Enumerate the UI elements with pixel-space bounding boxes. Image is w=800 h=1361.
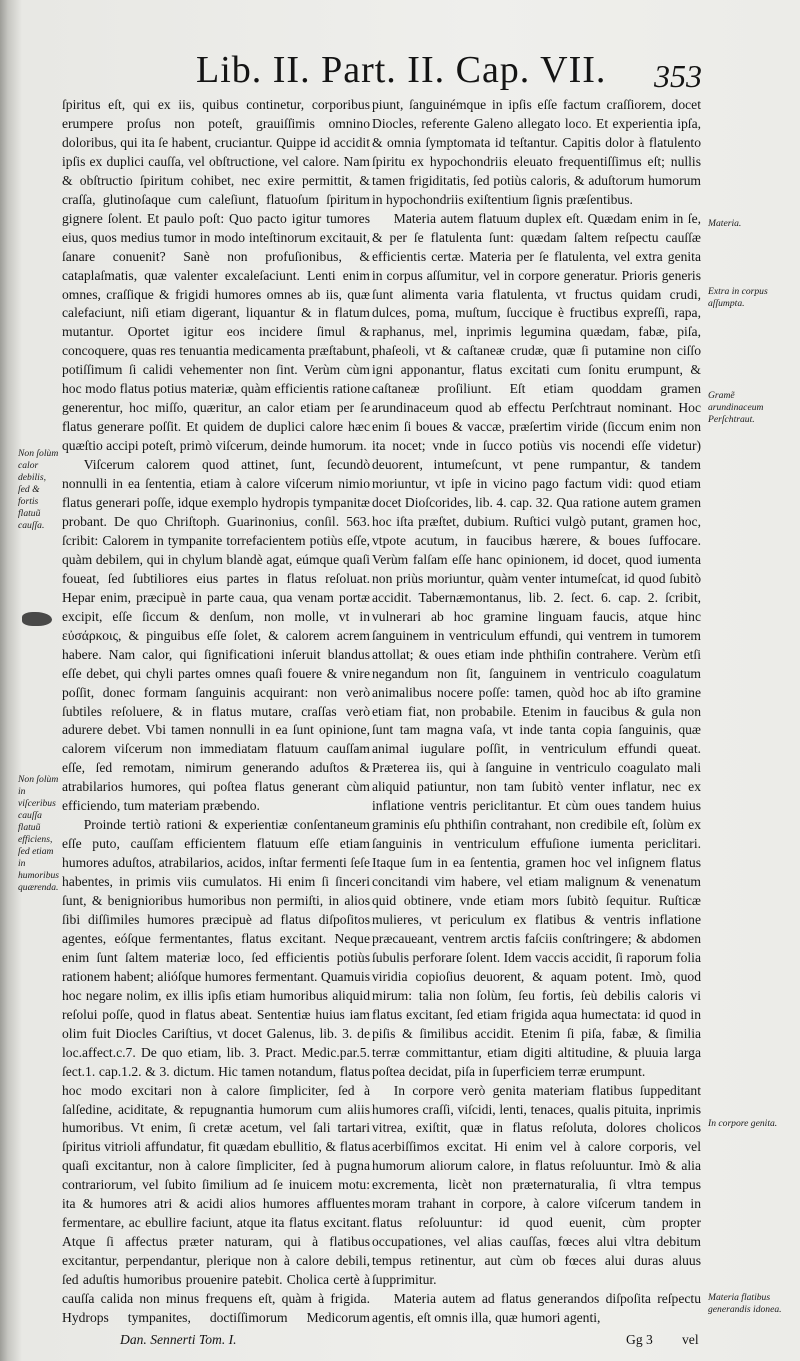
paragraph: Materia autem ad flatus generandos diſpoſita reſpectu agentis, eſt omnis illa, quæ humori agenti,	[372, 1291, 701, 1325]
ink-blot	[22, 612, 52, 626]
paragraph: ſpiritus eſt, qui ex iis, quibus continetur, corporibus erumpere proſus non poteſt, grauiſſimis omnino doloribus, qui ita ſe habent, cruciantur. Quippe id accidit ipſis ex duplici cauſſa, vel obſtructione, vel calore. Nam & obſtructio ſpiritum cohibet, nec exire permittit, & craſſa, glutinoſaque cum caleſiunt, flatuoſum ſpiritum gignere ſolent. Et paulo poſt: Quo pacto igitur tumores eius, quos medius tumor in modo inteſtinorum excitauit, ſanare conuenit? Sanè non profuſionibus, & cataplaſmatis, quæ valenter excaleſaciunt. Lenti enim omnes, craſſique & frigidi humores omnes ab iis, quæ calefaciunt, niſi etiam digerant, liquantur & in flatum mutantur. Oportet igitur eos incidere ſimul & concoquere, quas res tenuantia medicamenta præſtabunt, potiſſimum ſi calidi vehementer non ſint. Verùm cùm hoc modo flatus potius materiæ, quàm efficientis ratione generentur, hoc miſſo, quæritur, an calor etiam per ſe flatus generare poſſit. Et quidem de duplici calore hæc quæſtio accipi poteſt, primò viſcerum, deinde humorum.	[62, 97, 370, 454]
right-margin-note: Materia flatibus generandis idonea.	[708, 1292, 782, 1315]
right-column-text	[372, 96, 701, 1328]
signature-mark: Gg 3	[626, 1332, 653, 1347]
left-text-column	[62, 96, 370, 1328]
paragraph: Materia autem flatuum duplex eſt. Quædam enim in ſe, & per ſe flatulenta ſunt: quædam ſaltem reſpectu cauſſæ efficientis certæ. Materia per ſe flatulenta, vel extra genita in corpus aſſumitur, vel in corpore generatur. Prioris generis ſunt alimenta varia flatulenta, vt fructus quidam crudi, dulces, poma, muſtum, ſuccique è fructibus expreſſi, rapa, raphanus, mel, inprimis legumina quædam, fabæ, piſa, phaſeoli, vt & caſtaneæ crudæ, quæ ſi putamine non ciſſo igni apponantur, flatus excitati cum ſonitu erumpunt, & caſtaneæ proſiliunt. Eſt etiam quoddam gramen arundinaceum quod ab effectu Perſchtraut nominant. Hoc enim ſi boues & vaccæ, præſertim viride (ſiccum enim non ita nocet; vnde in ſucco potiùs vis nocendi eſſe videtur) deuorent, intumeſcunt, vt pene rumpantur, & tandem moriuntur, vt ipſe in vicino pago factum vidi: quod etiam docet Dioſcorides, lib. 4. cap. 32. Qua ratione autem gramen hoc iſta præſtet, dubium. Ruſtici vulgò putant, gramen hoc, vtpote acutum, in faucibus hærere, & boues ſuffocare. Verùm falſam eſſe hanc opinionem, id docet, quod iumenta non priùs moriuntur, quàm venter intumeſcat, id quod ſubitò accidit. Tabernæmontanus, lib. 2. ſect. 6. cap. 2. ſcribit, vulnerari ab hoc gramine linguam faucis, atque hinc ſanguinem in ventriculum effundi, qui ventrem in tumorem attollat; & oues etiam inde phthiſin contrahere. Verùm etſi negandum non ſit, ſanguinem in ventriculo coagulatum animalibus nocere poſſe: tamen, quòd hoc ab iſto gramine etiam fiat, non probabile. Etenim in faucibus & gula non ſunt tam magna vaſa, vt inde tanta copia ſanguinis, quæ animal iugulare poſſit, in ventriculum effundi queat. Præterea iis, qui à ſanguine in ventriculo coagulato mali aliquid patiuntur, non tam ſubitò venter inflatur, nec ex inflatione ventris periclitantur. Et cùm oues tandem huius graminis eſu phthiſin contrahant, non credibile eſt, ſolùm ex ſanguinis in ventriculum effuſione iumenta periclitari. Itaque ſum in ea ſententia, gramen hoc vel inſignem flatus concitandi vim habere, vel etiam malignum & venenatum quid obtinere, vnde etiam mors ſubitò ſequitur. Ruſticæ mulieres, vt periculum ex flatibus & ventris inflatione præcaueant, ventrem arctis faſciis conſtringere; & abdomen ſubulis perforare ſolent. Idem vaccis accidit, ſi raporum folia viridia copioſius deuorent, & aquam potent. Imò, quod mirum: talia non ſolùm, ſeu fortis, ſeù debilis caloris vi flatus excitant, ſed etiam frigida aqua humectata: id quod in piſis & ſimilibus accidit. Etenim ſi piſa, fabæ, & ſimilia terræ committantur, etiam digiti altitudine, & pluuia larga poſtea decidat, piſa in ſuperficiem terræ erumpunt.	[372, 210, 701, 1079]
right-margin-note: Extra in corpus aſſumpta.	[708, 286, 768, 309]
paragraph: In corpore verò genita materiam flatibus ſuppeditant humores craſſi, viſcidi, lenti, tenaces, qualis pituita, inprimis vitrea, exiſtit, quæ in flatus reſoluta, dolores cholicos acerbiſſimos excitat. Hi enim vel à calore corporis, vel humorum aliorum calore, in flatus reſoluuntur. Imò & alia excrementa, licèt non præternaturalia, ſi vltra tempus moram trahant in corpore, à calore viſcerum tandem in flatus reſoluuntur: id quod euenit, cùm propter occupationes, vel alias cauſſas, fœces alui vltra debitum tempus retinentur, aut cùm ob fœces alui duras aluus ſupprimitur.	[372, 1082, 701, 1288]
right-margin-note: Gramẽ arundinaceum Perſchtraut.	[708, 390, 764, 425]
page-number: 353	[654, 58, 702, 94]
catchword: vel	[682, 1332, 699, 1347]
left-column-text	[62, 96, 370, 1328]
left-margin-note: Non ſolùm calor debilis, ſed & fortis flatuũ cauſſa.	[18, 448, 59, 531]
paragraph: Proinde tertiò rationi & experientiæ conſentaneum eſſe puto, cauſſam efficientem flatuum eſſe etiam humores aduſtos, atrabilarios, acidos, inſtar fermenti ſeſe habentes, in primis viis cumulatos. Hi enim ſi ſinceri ſunt, & benignioribus humoribus non permiſti, in alios ſibi diſſimiles humores præcipuè ad flatus diſpoſitos agentes, eóſque fermentantes, flatus excitant. Neque enim ſunt ſaltem materiæ loco, ſed efficientis potiùs rationem habent; alióſque humores fermentant. Quamuis hoc negare nolim, ex illis ipſis etiam humoribus aliquid reſolui poſſe, quod in flatus abeat. Sententiæ huius iam olim fuit Diocles Cariſtius, vt docet Galenus, lib. 3. de loc.affect.c.7. De quo etiam, lib. 3. Pract. Medic.par.5. ſect.1. cap.1.2. & 3. dictum. Hic tamen notandum, flatus hoc modo excitari non à calore ſimpliciter, ſed à ſalſedine, aciditate, & repugnantia humorum cum aliis humoribus. Vt enim, ſi cretæ acetum, vel ſali tartari ſpiritus vitrioli affundatur, fit quædam ebullitio, & flatus quaſi excitantur, non à calore ſimpliciter, ſed à pugna contrariorum, vel ſubito ſimilium ad ſe inuicem motu: ita & humores atri & acidi alios humores affluentes fermentare, ac ebullire faciunt, atque ita flatus excitant. Atque ſi affectus præter naturam, qui à flatibus excitantur, perpendantur, plerique non à calore debili, ſed aduſtis humoribus prouenire patebit. Cholica certè à cauſſa calida non minus frequens eſt, quàm à frigida. Hydrops tympanites, doctiſſimorum Medicorum	[62, 817, 370, 1325]
running-title: Lib. II. Part. II. Cap. VII.	[196, 49, 607, 91]
right-margin-note: Materia.	[708, 218, 742, 229]
paragraph: Viſcerum calorem quod attinet, ſunt, ſecundò nonnulli in ea ſententia, etiam à calore viſcerum nimio flatus generari poſſe, idque exemplo hydropis tympanitæ probant. De quo Chriſtoph. Guarinonius, conſil. 563. ſcribit: Calorem in tympanite torrefacientem potiùs eſſe, quàm debilem, qui in chylum blandè agat, eúmque quaſi foueat, ſed ſubtiliores eius partes in flatus reſoluat. Hepar enim, præcipuè in parte caua, qua venam portæ excipit, eſſe ſiccum & denſum, non molle, vt in εὐσάρκοις, & pinguibus eſſe ſolet, & calorem acrem habere. Nam calor, qui ſignificationi inſeruit blandus eſſe debet, qui chyli partes omnes quaſi fouere & vnire poſſit, donec formam ſanguinis acquirant: non verò ſubtiles reſoluere, & in flatus mutare, craſſas verò adurere debet. Vbi tamen nonnulli in ea ſunt opinione, calorem viſcerum non immediatam flatuum cauſſam eſſe, ſed remotam, nimirum generando aduſtos & atrabilarios humores, qui poſtea flatus generant cùm efficiendo, tum materiam præbendo.	[62, 457, 370, 814]
left-margin-note: Non ſolùm in viſceribus cauſſa flatuũ efficiens, ſed etiam in humoribus quærenda.	[18, 774, 60, 893]
paragraph: piunt, ſanguinémque in ipſis eſſe factum craſſiorem, docet Diocles, referente Galeno allegato loco. Et experientia ipſa, & omnia ſymptomata id teſtantur. Capitis dolor à flatulento ſpiritu ex hypochondriis eleuato frequentiſſimus eſt; nullis tamen frigiditatis, ſed potiùs caloris, & aduſtorum humorum in hypochondriis exiſtentium ſignis præſentibus.	[372, 97, 701, 207]
right-margin-note: In corpore genita.	[708, 1118, 778, 1129]
signature-line: Dan. Sennerti Tom. I.	[120, 1332, 237, 1347]
right-text-column	[372, 96, 701, 1356]
